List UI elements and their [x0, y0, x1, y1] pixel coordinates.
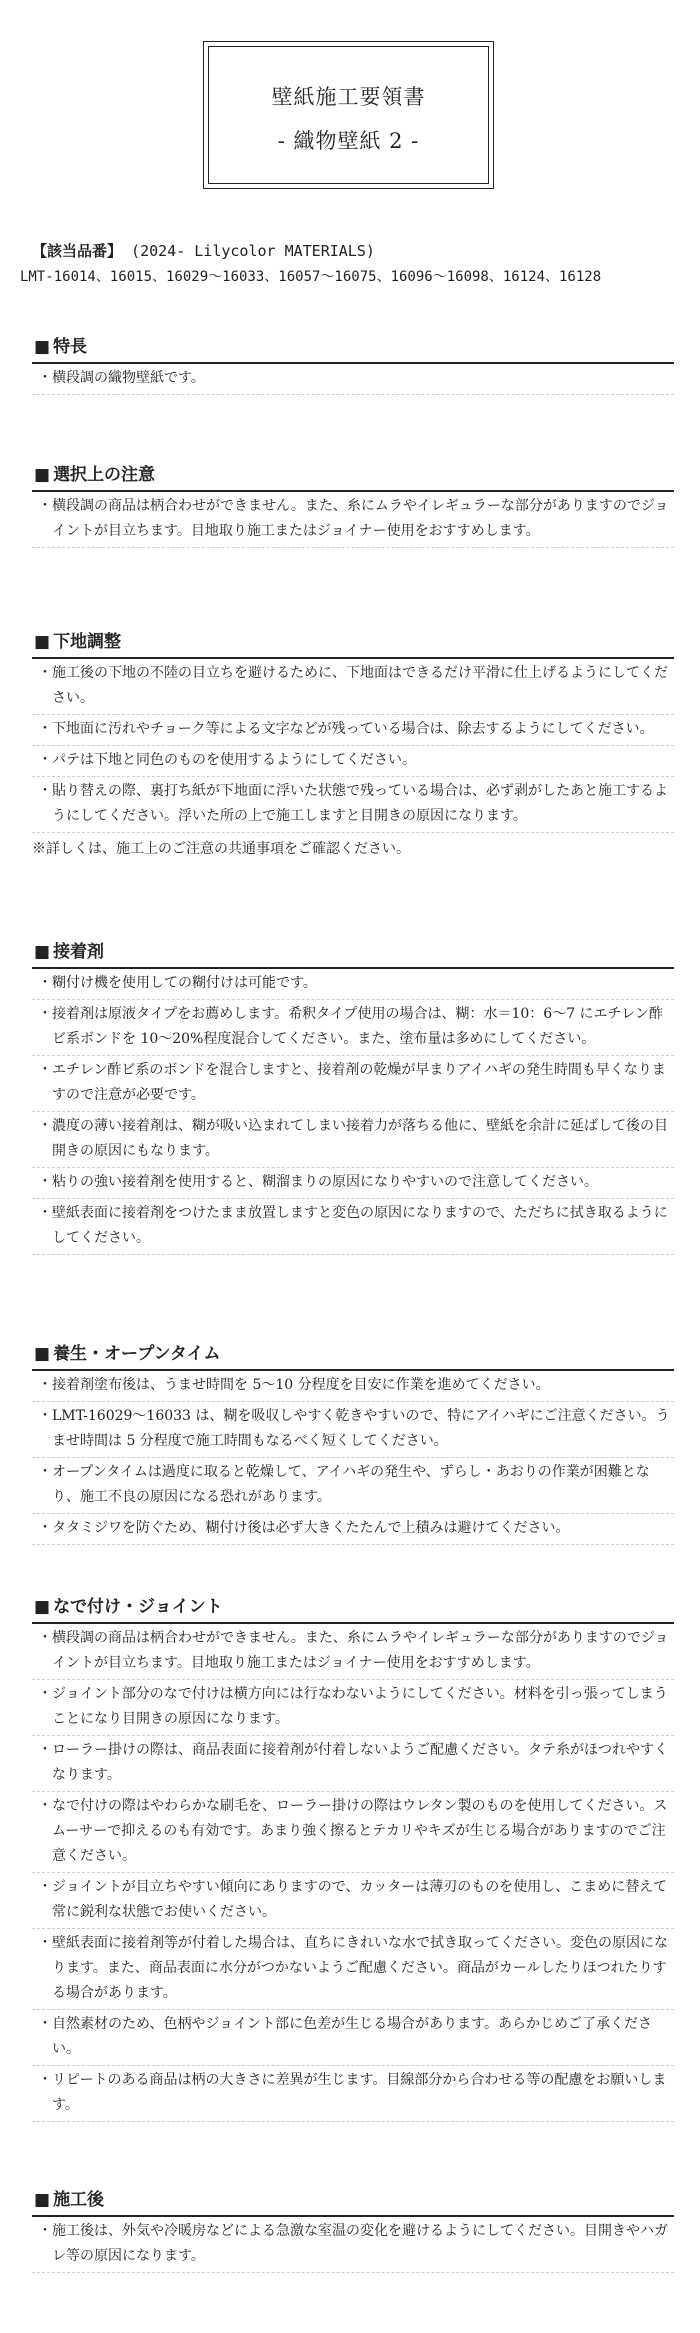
bullet-icon: ・ — [38, 1464, 52, 1480]
list-item — [32, 492, 674, 548]
list-item-text: 横段調の商品は柄合わせができません。また、糸にムラやイレギュラーな部分がありますのでジョイントが目立ちます。目地取り施工またはジョイナー使用をおすすめします。 — [52, 498, 669, 539]
item-list — [32, 2217, 674, 2273]
section-after-installation — [32, 2183, 674, 2273]
list-item-text: 接着剤は原液タイプをお薦めします。希釈タイプ使用の場合は、糊：水＝10：6～7 にエチレン酢ビ系ボンドを 10～20%程度混合してください。また、塗布量は多めにしてください。 — [52, 1006, 663, 1047]
list-item — [32, 364, 674, 395]
list-item-text: ジョイント部分のなで付けは横方向には行なわないようにしてください。材料を引っ張ってしまうことになり目開きの原因になります。 — [52, 1686, 668, 1727]
list-item-text: 下地面に汚れやチョーク等による文字などが残っている場合は、除去するようにしてください。 — [52, 721, 654, 737]
bullet-icon: ・ — [38, 2072, 52, 2088]
list-item-text: 壁紙表面に接着剤等が付着した場合は、直ちにきれいな水で拭き取ってください。変色の原因になります。また、商品表面に水分がつかないようご配慮ください。商品がカールしたりほつれたりする場合があります。 — [52, 1935, 668, 2001]
list-item — [32, 2066, 674, 2122]
list-item — [32, 1168, 674, 1199]
list-item — [32, 1514, 674, 1545]
list-item-text: 濃度の薄い接着剤は、糊が吸い込まれてしまい接着力が落ちる他に、壁紙を余計に延ばして後の目開きの原因にもなります。 — [52, 1118, 668, 1159]
item-list — [32, 492, 674, 548]
bullet-icon: ・ — [38, 1630, 52, 1646]
list-item — [32, 1736, 674, 1792]
square-bullet-icon: ■ — [34, 465, 51, 485]
item-list — [32, 1624, 674, 2122]
bullet-icon: ・ — [38, 975, 52, 991]
product-series: (2024- Lilycolor MATERIALS) — [131, 242, 375, 260]
bullet-icon: ・ — [38, 721, 52, 737]
square-bullet-icon: ■ — [34, 337, 51, 357]
bullet-icon: ・ — [38, 1205, 52, 1221]
list-item-text: ローラー掛けの際は、商品表面に接着剤が付着しないようご配慮ください。タテ糸がほつれやすくなります。 — [52, 1742, 668, 1783]
list-item — [32, 1056, 674, 1112]
section-heading — [32, 1337, 674, 1371]
list-item — [32, 1402, 674, 1458]
section-features — [32, 330, 674, 395]
document-subtitle: - 織物壁紙 2 - — [277, 129, 420, 153]
section-adhesive — [32, 935, 674, 1255]
list-item — [32, 746, 674, 777]
list-item — [32, 715, 674, 746]
list-item — [32, 777, 674, 833]
list-item-text: パテは下地と同色のものを使用するようにしてください。 — [52, 752, 416, 768]
list-item — [32, 1458, 674, 1514]
section-heading-text: 施工後 — [53, 2190, 105, 2210]
section-heading — [32, 2183, 674, 2217]
product-label: 【該当品番】 — [32, 242, 123, 260]
bullet-icon: ・ — [38, 370, 52, 386]
list-item — [32, 1680, 674, 1736]
bullet-icon: ・ — [38, 1174, 52, 1190]
list-item-text: 粘りの強い接着剤を使用すると、糊溜まりの原因になりやすいので注意してください。 — [52, 1174, 598, 1190]
bullet-icon: ・ — [38, 1686, 52, 1702]
list-item-text: 壁紙表面に接着剤をつけたまま放置しますと変色の原因になりますので、ただちに拭き取るようにしてください。 — [52, 1205, 668, 1246]
bullet-icon: ・ — [38, 1742, 52, 1758]
section-heading-text: 接着剤 — [53, 942, 105, 962]
list-item-text: エチレン酢ビ系のボンドを混合しますと、接着剤の乾燥が早まりアイハギの発生時間も早くなりますので注意が必要です。 — [52, 1062, 666, 1103]
bullet-icon: ・ — [38, 1935, 52, 1951]
section-smoothing-joint — [32, 1590, 674, 2122]
square-bullet-icon: ■ — [34, 1597, 51, 1617]
list-item — [32, 659, 674, 715]
section-heading — [32, 330, 674, 364]
list-item — [32, 1792, 674, 1873]
bullet-icon: ・ — [38, 2016, 52, 2032]
square-bullet-icon: ■ — [34, 1344, 51, 1364]
bullet-icon: ・ — [38, 1377, 52, 1393]
section-heading — [32, 625, 674, 659]
bullet-icon: ・ — [38, 1520, 52, 1536]
bullet-icon: ・ — [38, 1006, 52, 1022]
product-codes: LMT-16014、16015、16029～16033、16057～16075、16096～16098、16124、16128 — [20, 269, 602, 285]
list-item-text: ジョイントが目立ちやすい傾向にありますので、カッターは薄刃のものを使用し、こまめに替えて常に鋭利な状態でお使いください。 — [52, 1879, 668, 1920]
list-item — [32, 1000, 674, 1056]
bullet-icon: ・ — [38, 1879, 52, 1895]
list-item-text: なで付けの際はやわらかな刷毛を、ローラー掛けの際はウレタン製のものを使用してください。スムーサーで抑えるのも有効です。あまり強く擦るとテカリやキズが生じる場合がありますのでご注意ください。 — [52, 1798, 668, 1864]
section-heading-text: 選択上の注意 — [53, 465, 156, 485]
list-item — [32, 1112, 674, 1168]
square-bullet-icon: ■ — [34, 942, 51, 962]
bullet-icon: ・ — [38, 1062, 52, 1078]
bullet-icon: ・ — [38, 1408, 52, 1424]
list-item-text: リピートのある商品は柄の大きさに差異が生じます。目線部分から合わせる等の配慮をお願いします。 — [52, 2072, 667, 2113]
bullet-icon: ・ — [38, 752, 52, 768]
square-bullet-icon: ■ — [34, 2190, 51, 2210]
section-heading-text: なで付け・ジョイント — [53, 1597, 223, 1617]
list-item — [32, 1199, 674, 1255]
bullet-icon: ・ — [38, 2223, 52, 2239]
square-bullet-icon: ■ — [34, 632, 51, 652]
list-item — [32, 1624, 674, 1680]
bullet-icon: ・ — [38, 783, 52, 799]
section-substrate-preparation — [32, 625, 674, 862]
title-box-inner-frame — [208, 46, 489, 184]
list-item — [32, 969, 674, 1000]
list-item — [32, 1929, 674, 2010]
document-title: 壁紙施工要領書 — [271, 85, 426, 109]
list-item-text: 施工後の下地の不陸の目立ちを避けるために、下地面はできるだけ平滑に仕上げるようにしてください。 — [52, 665, 668, 706]
title-box — [203, 41, 494, 189]
list-item — [32, 1873, 674, 1929]
section-selection-notes — [32, 458, 674, 548]
list-item-text: 接着剤塗布後は、うませ時間を 5～10 分程度を目安に作業を進めてください。 — [52, 1377, 550, 1393]
list-item — [32, 2010, 674, 2066]
product-label-line — [32, 240, 375, 261]
list-item — [32, 1371, 674, 1402]
bullet-icon: ・ — [38, 1118, 52, 1134]
section-heading — [32, 1590, 674, 1624]
list-item-text: 貼り替えの際、裏打ち紙が下地面に浮いた状態で残っている場合は、必ず剥がしたあと施工するようにしてください。浮いた所の上で施工しますと目開きの原因になります。 — [52, 783, 668, 824]
section-heading-text: 養生・オープンタイム — [53, 1344, 221, 1364]
section-heading — [32, 458, 674, 492]
list-item-text: 糊付け機を使用しての糊付けは可能です。 — [52, 975, 317, 991]
reference-note: ※詳しくは、施工上のご注意の共通事項をご確認ください。 — [32, 841, 410, 857]
list-item-text: 横段調の織物壁紙です。 — [52, 370, 205, 386]
section-heading — [32, 935, 674, 969]
item-list — [32, 969, 674, 1255]
list-item-text: 横段調の商品は柄合わせができません。また、糸にムラやイレギュラーな部分がありますのでジョイントが目立ちます。目地取り施工またはジョイナー使用をおすすめします。 — [52, 1630, 669, 1671]
bullet-icon: ・ — [38, 665, 52, 681]
section-heading-text: 特長 — [53, 337, 88, 357]
list-item-text: 施工後は、外気や冷暖房などによる急激な室温の変化を避けるようにしてください。目開きやハガレ等の原因になります。 — [52, 2223, 668, 2264]
section-heading-text: 下地調整 — [53, 632, 122, 652]
list-item — [32, 2217, 674, 2273]
section-curing-open-time — [32, 1337, 674, 1545]
bullet-icon: ・ — [38, 1798, 52, 1814]
item-list — [32, 364, 674, 395]
item-list — [32, 1371, 674, 1545]
bullet-icon: ・ — [38, 498, 52, 514]
list-item-text: LMT-16029～16033 は、糊を吸収しやすく乾きやすいので、特にアイハギにご注意ください。うませ時間は 5 分程度で施工時間もなるべく短くしてください。 — [52, 1408, 670, 1449]
list-item-text: タタミジワを防ぐため、糊付け後は必ず大きくたたんで上積みは避けてください。 — [52, 1520, 570, 1536]
list-item-text: 自然素材のため、色柄やジョイント部に色差が生じる場合があります。あらかじめご了承ください。 — [52, 2016, 653, 2057]
list-item-text: オープンタイムは過度に取ると乾燥して、アイハギの発生や、ずらし・あおりの作業が困難となり、施工不良の原因になる恐れがあります。 — [52, 1464, 650, 1505]
item-list — [32, 659, 674, 833]
